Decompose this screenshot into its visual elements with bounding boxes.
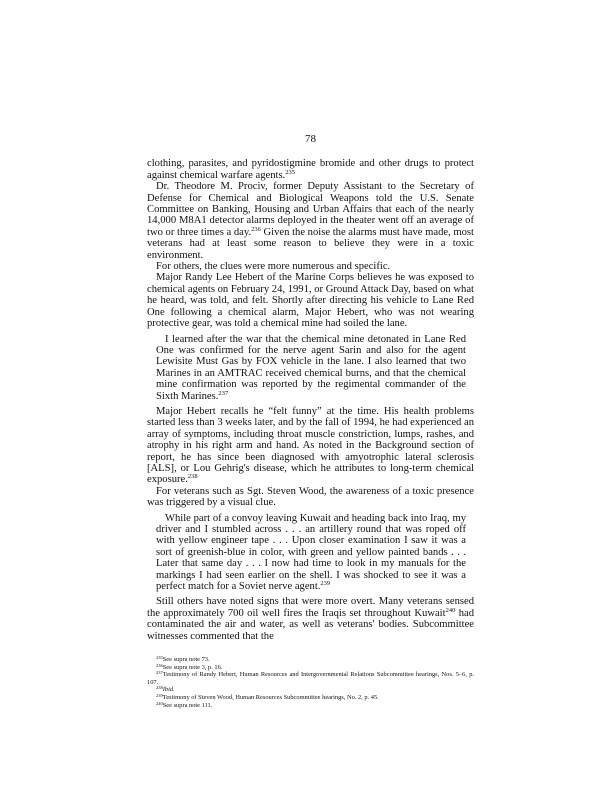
paragraph: Major Randy Lee Hebert of the Marine Corps believes he was exposed to chemical agents on February 24, 1991, or Ground Attack Day, based on what he heard, was told, and felt. Shortly after directing his vehicle to Lane Red One following a chemical alarm, Major Hebert, who was not wearing protective gear, was told a chemical mine had soiled the lane. — [147, 272, 474, 330]
paragraph-text: Given the noise the alarms must have made, most veterans had at least some reason to believe they were in a toxic environment. — [147, 226, 474, 261]
footnote-text: Testimony of Randy Hebert, Human Resources and Intergovernmental Relations Subcommittee hearings, Nos. 5–6, p. 107. — [147, 671, 474, 686]
paragraph — [147, 158, 474, 181]
footnote-ref: 237 — [218, 389, 229, 397]
footnote-text: See supra note 3, p. 16. — [162, 663, 223, 671]
quote-text: I learned after the war that the chemical mine detonated in Lane Red One was confirmed for the nerve agent Sarin and also for the agent Lewisite Must Gas by FOX vehicle in the lane. I also learned that two Marines in an AMTRAC received chemical burns, and that the chemical mine confirmation was reported by the regimental commander of the Sixth Marines. — [156, 333, 466, 402]
paragraph — [147, 181, 474, 261]
paragraph: For veterans such as Sgt. Steven Wood, the awareness of a toxic presence was triggered by a visual clue. — [147, 485, 474, 509]
paragraph-text: Dr. Theodore M. Prociv, former Deputy Assistant to the Secretary of Defense for Chemical and Biological Weapons told the U.S. Senate Committee on Banking, Housing and Urban Affairs that each of the nearly 14,000 M8A1 detector alarms deployed in the theater went off an average of two or three times a day. — [147, 181, 474, 238]
footnote — [147, 694, 474, 702]
footnote-ref: 235 — [285, 168, 295, 176]
paragraph-text: had contaminated the air and water, as well as veterans' bodies. Subcommittee witnesses commented that the — [147, 607, 474, 642]
footnote — [147, 686, 474, 694]
footnote-number: 236 — [156, 662, 163, 668]
footnote — [147, 702, 474, 710]
paragraph-text: clothing, parasites, and pyridostigmine bromide and other drugs to protect against chemical warfare agents. — [147, 158, 474, 181]
footnotes — [147, 656, 474, 709]
paragraph — [147, 596, 474, 642]
footnote — [147, 671, 474, 686]
quote-text: While part of a convoy leaving Kuwait and heading back into Iraq, my driver and I stumbled across . . . an artillery round that was roped off with yellow engineer tape . . . Upon closer examination I saw it was a sort of greenish-blue in color, with green and yellow painted bands . . . Later that same day . . . I now had time to look in my manuals for the markings I had seen earlier on the shell. I was shocked to see it was a perfect match for a Soviet nerve agent. — [156, 512, 466, 593]
footnote-ref: 236 — [251, 225, 261, 233]
footnote-ref: 240 — [445, 606, 456, 614]
footnote-number: 238 — [156, 685, 163, 691]
footnote-text: Ibid. — [162, 686, 175, 694]
block-quote — [156, 513, 466, 593]
footnote-number: 239 — [156, 693, 163, 699]
footnote-number: 235 — [156, 655, 163, 661]
footnote — [147, 656, 474, 664]
paragraph — [147, 406, 474, 486]
paragraph-text: Major Hebert recalls he “felt funny” at the time. His health problems started less than 3 weeks later, and by the fall of 1994, he had experienced an array of symptoms, including throat muscle constriction, lumps, rashes, and atrophy in his right arm and hand. As noted in the Background section of report, he has since been diagnosed with amyotrophic lateral sclerosis [ALS], or Lou Gehrig's disease, which he attributes to long-term chemical exposure. — [147, 405, 474, 486]
document-page — [147, 134, 474, 709]
block-quote — [156, 334, 466, 402]
footnote-number: 240 — [156, 700, 163, 706]
footnote-ref: 238 — [187, 473, 198, 481]
page-number: 78 — [305, 133, 316, 145]
paragraph: For others, the clues were more numerous and specific. — [156, 261, 391, 273]
footnote-text: Testimony of Steven Wood, Human Resources Subcommittee hearings, No. 2, p. 45. — [162, 694, 379, 702]
footnote-number: 237 — [156, 670, 163, 676]
footnote-text: See supra note 73. — [162, 656, 210, 664]
paragraph-text: Still others have noted signs that were more overt. Many veterans sensed the approximately 700 oil well fires the Iraqis set throughout Kuwait — [147, 596, 474, 619]
footnote-text: See supra note 111. — [162, 701, 213, 709]
footnote-ref: 239 — [320, 580, 331, 588]
